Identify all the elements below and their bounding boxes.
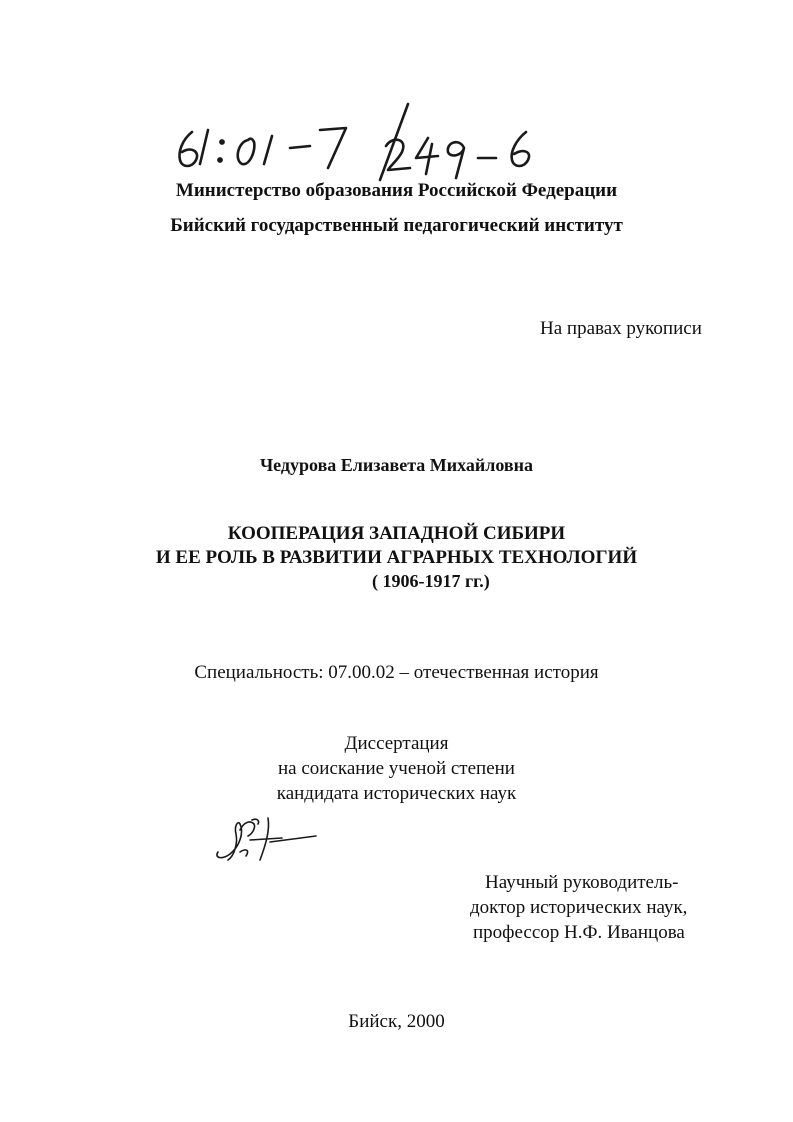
- dissertation-title-line-1: КООПЕРАЦИЯ ЗАПАДНОЙ СИБИРИ: [227, 523, 566, 544]
- specialty-line: Специальность: 07.00.02 – отечественная история: [194, 662, 599, 683]
- dissertation-title-years: ( 1906-1917 гг.): [372, 571, 490, 591]
- advisor-line-1: Научный руководитель-: [485, 872, 679, 893]
- handwritten-shelfmark: [170, 96, 540, 186]
- advisor-line-3: профессор Н.Ф. Иванцова: [473, 922, 685, 943]
- institute-heading: Бийский государственный педагогический институт: [170, 215, 623, 236]
- degree-line-1: Диссертация: [344, 733, 449, 754]
- manuscript-rights-note: На правах рукописи: [540, 318, 702, 339]
- advisor-line-2: доктор исторических наук,: [470, 897, 688, 918]
- author-name: Чедурова Елизавета Михайловна: [259, 455, 534, 475]
- signature: [210, 812, 325, 867]
- dissertation-title-line-2: И ЕЕ РОЛЬ В РАЗВИТИИ АГРАРНЫХ ТЕХНОЛОГИЙ: [155, 547, 638, 568]
- scientific-advisor: [470, 870, 725, 945]
- degree-statement: [0, 731, 793, 806]
- degree-line-2: на соискание ученой степени: [278, 758, 515, 779]
- ministry-heading: Министерство образования Российской Федерации: [175, 180, 618, 201]
- place-and-year: Бийск, 2000: [348, 1011, 445, 1032]
- degree-line-3: кандидата исторических наук: [276, 783, 517, 804]
